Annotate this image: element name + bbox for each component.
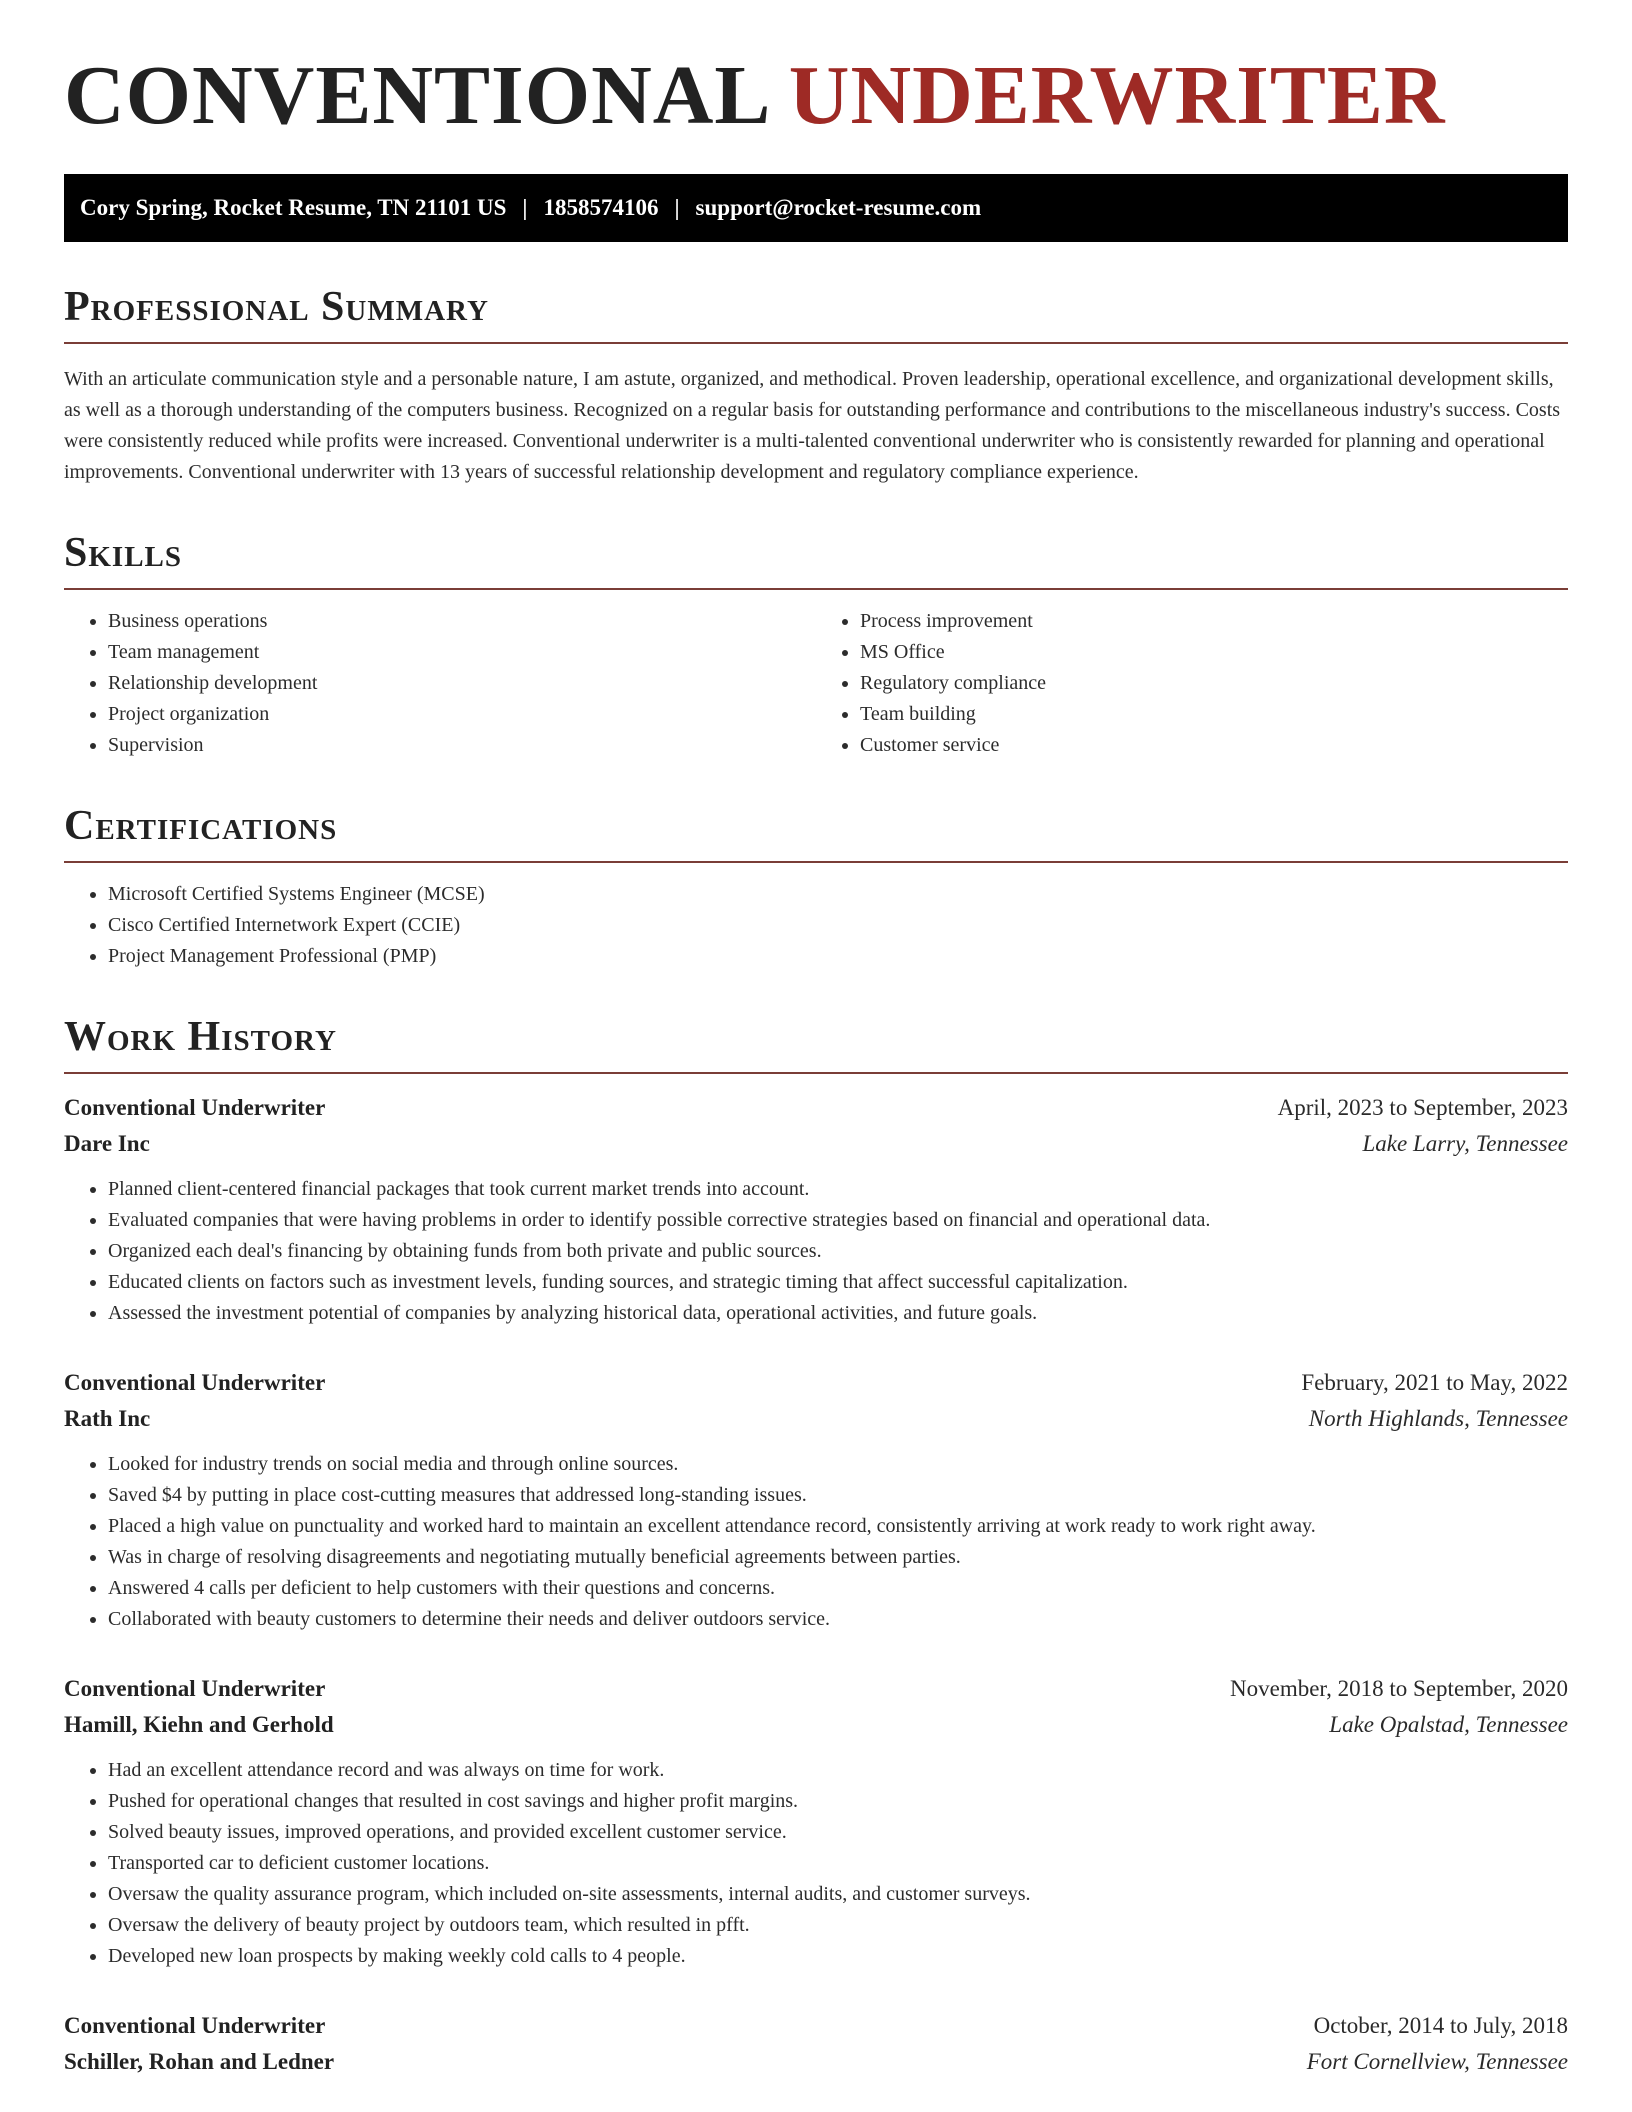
job-dates: October, 2014 to July, 2018	[1313, 2013, 1568, 2038]
first-name: CONVENTIONAL	[64, 49, 767, 142]
job-bullets	[64, 1755, 1568, 1972]
job-dates: April, 2023 to September, 2023	[1277, 1095, 1568, 1120]
job-company: Rath Inc	[64, 1406, 151, 1431]
job-header	[64, 1365, 1568, 1401]
job-bullets	[64, 1174, 1568, 1329]
contact-address: Cory Spring, Rocket Resume, TN 21101 US	[80, 195, 507, 220]
job-entry	[64, 1090, 1568, 1329]
job-bullet: • Looked for industry trends on social media and through online sources.	[108, 1449, 1568, 1480]
job-bullet: • Planned client-centered financial packages that took current market trends into account.	[108, 1174, 1568, 1205]
job-bullet: • Oversaw the delivery of beauty project by outdoors team, which resulted in pfft.	[108, 1910, 1568, 1941]
job-bullet: • Saved $4 by putting in place cost-cutting measures that addressed long-standing issues.	[108, 1480, 1568, 1511]
skills-section	[64, 532, 1568, 761]
certification-item: • Project Management Professional (PMP)	[108, 941, 1568, 972]
job-title: Conventional Underwriter	[64, 2013, 326, 2038]
job-title: Conventional Underwriter	[64, 1370, 326, 1395]
job-bullet: • Pushed for operational changes that resulted in cost savings and higher profit margins.	[108, 1786, 1568, 1817]
job-title: Conventional Underwriter	[64, 1095, 326, 1120]
skill-item: • Relationship development	[108, 668, 816, 699]
job-bullet: • Transported car to deficient customer locations.	[108, 1848, 1568, 1879]
work-history-section	[64, 1016, 1568, 2080]
certification-item: • Microsoft Certified Systems Engineer (MCSE)	[108, 879, 1568, 910]
summary-text: With an articulate communication style and a personable nature, I am astute, organized, and methodical. Proven leadership, operational excellence, and organizational development skills, as well as a thorough understanding of the computers business. Recognized on a regular basis for outstanding performance and contributions to the miscellaneous industry's success. Costs were consistently reduced while profits were increased. Conventional underwriter is a multi-talented conventional underwriter who is consistently rewarded for planning and operational improvements. Conventional underwriter with 13 years of successful relationship development and regulatory compliance experience.	[64, 368, 1561, 483]
certification-item: • Cisco Certified Internetwork Expert (CCIE)	[108, 910, 1568, 941]
skill-item: • Team building	[860, 699, 1568, 730]
job-header	[64, 1671, 1568, 1707]
job-bullet: • Answered 4 calls per deficient to help customers with their questions and concerns.	[108, 1573, 1568, 1604]
job-header	[64, 1090, 1568, 1126]
skill-item: • MS Office	[860, 637, 1568, 668]
job-bullets	[64, 1449, 1568, 1635]
job-bullet: • Had an excellent attendance record and was always on time for work.	[108, 1755, 1568, 1786]
certifications-section	[64, 805, 1568, 972]
section-title: Work History	[64, 1016, 1568, 1074]
job-bullet: • Educated clients on factors such as investment levels, funding sources, and strategic timing that affect successful capitalization.	[108, 1267, 1568, 1298]
job-location: Fort Cornellview, Tennessee	[1306, 2049, 1568, 2074]
candidate-name	[64, 0, 1568, 142]
contact-separator: |	[674, 195, 680, 220]
job-bullet: • Solved beauty issues, improved operations, and provided excellent customer service.	[108, 1817, 1568, 1848]
skills-list-right	[816, 606, 1568, 761]
job-location: North Highlands, Tennessee	[1308, 1406, 1568, 1431]
job-bullet: • Placed a high value on punctuality and worked hard to maintain an excellent attendance record, consistently arriving at work ready to work right away.	[108, 1511, 1568, 1542]
job-entry	[64, 1365, 1568, 1635]
job-company: Schiller, Rohan and Ledner	[64, 2049, 335, 2074]
skill-item: • Project organization	[108, 699, 816, 730]
job-bullet: • Assessed the investment potential of companies by analyzing historical data, operational activities, and future goals.	[108, 1298, 1568, 1329]
job-dates: February, 2021 to May, 2022	[1301, 1370, 1568, 1395]
skill-item: • Customer service	[860, 730, 1568, 761]
skills-grid	[64, 606, 1568, 761]
job-subheader	[64, 1401, 1568, 1437]
section-title: Professional Summary	[64, 286, 1568, 344]
contact-bar	[64, 174, 1568, 242]
job-company: Hamill, Kiehn and Gerhold	[64, 1712, 334, 1737]
job-entry	[64, 2008, 1568, 2080]
job-bullet: • Was in charge of resolving disagreements and negotiating mutually beneficial agreements between parties.	[108, 1542, 1568, 1573]
job-bullet: • Evaluated companies that were having problems in order to identify possible corrective strategies based on financial and operational data.	[108, 1205, 1568, 1236]
job-subheader	[64, 1126, 1568, 1162]
job-bullet: • Oversaw the quality assurance program, which included on-site assessments, internal audits, and customer surveys.	[108, 1879, 1568, 1910]
skills-list-left	[64, 606, 816, 761]
skill-item: • Team management	[108, 637, 816, 668]
job-dates: November, 2018 to September, 2020	[1230, 1676, 1568, 1701]
job-location: Lake Larry, Tennessee	[1362, 1131, 1568, 1156]
certifications-list	[64, 879, 1568, 972]
job-company: Dare Inc	[64, 1131, 150, 1156]
contact-phone: 1858574106	[543, 195, 659, 220]
skill-item: • Supervision	[108, 730, 816, 761]
summary-section	[64, 286, 1568, 488]
skill-item: • Regulatory compliance	[860, 668, 1568, 699]
job-header	[64, 2008, 1568, 2044]
job-entry	[64, 1671, 1568, 1972]
skill-item: • Business operations	[108, 606, 816, 637]
contact-email: support@rocket-resume.com	[695, 195, 982, 220]
skill-item: • Process improvement	[860, 606, 1568, 637]
job-bullet: • Organized each deal's financing by obtaining funds from both private and public sources.	[108, 1236, 1568, 1267]
job-subheader	[64, 2044, 1568, 2080]
last-name: UNDERWRITER	[788, 49, 1446, 142]
job-bullet: • Developed new loan prospects by making weekly cold calls to 4 people.	[108, 1941, 1568, 1972]
section-title: Skills	[64, 532, 1568, 590]
job-bullet: • Collaborated with beauty customers to determine their needs and deliver outdoors service.	[108, 1604, 1568, 1635]
job-title: Conventional Underwriter	[64, 1676, 326, 1701]
job-location: Lake Opalstad, Tennessee	[1329, 1712, 1568, 1737]
section-title: Certifications	[64, 805, 1568, 863]
contact-separator: |	[522, 195, 528, 220]
job-subheader	[64, 1707, 1568, 1743]
